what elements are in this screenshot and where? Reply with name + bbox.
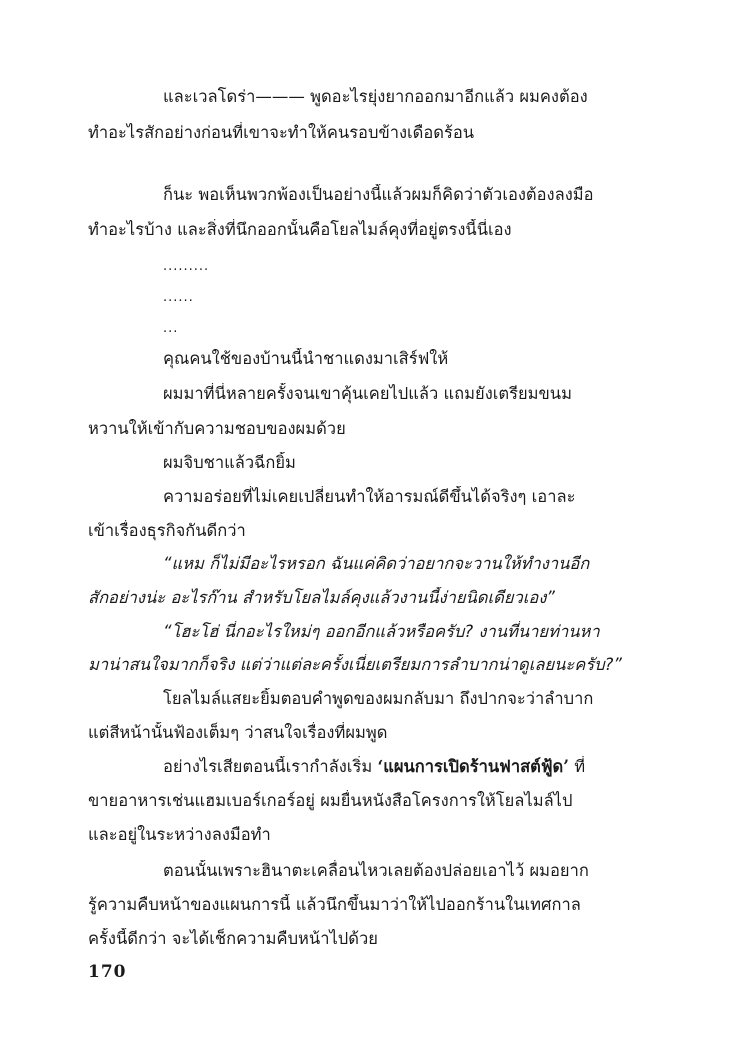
- text-line: ความอร่อยที่ไม่เคยเปลี่ยนทำให้อารมณ์ดีขึ้นได้จริงๆ เอาละ: [163, 487, 576, 506]
- line-text: อย่างไรเสียตอนนี้เรากำลังเริ่ม: [163, 757, 373, 776]
- text-line: หวานให้เข้ากับความชอบของผมด้วย: [88, 419, 346, 438]
- text-line: ขายอาหารเช่นแฮมเบอร์เกอร์อยู่ ผมยื่นหนังสือโครงการให้โยลไมล์ไป: [88, 791, 573, 810]
- dialogue-line: “แหม ก็ไม่มีอะไรหรอก ฉันแค่คิดว่าอยากจะวานให้ทำงานอีก: [163, 554, 590, 573]
- text-line: ทำอะไรสักอย่างก่อนที่เขาจะทำให้คนรอบข้างเดือดร้อน: [88, 123, 475, 142]
- text-line: แต่สีหน้านั้นฟ้องเต็มๆ ว่าสนใจเรื่องที่ผมพูด: [88, 723, 388, 742]
- page-number: 170: [88, 962, 127, 982]
- text-line: เข้าเรื่องธุรกิจกันดีกว่า: [88, 521, 246, 540]
- text-line: คุณคนใช้ของบ้านนี้นำชาแดงมาเสิร์ฟให้: [163, 349, 449, 368]
- ellipsis-line: ......: [163, 290, 194, 305]
- ellipsis-line: ...: [163, 321, 179, 336]
- text-line: รู้ความคืบหน้าของแผนการนี้ แล้วนึกขึ้นมาว่าให้ไปออกร้านในเทศกาล: [88, 895, 581, 914]
- text-line: โยลไมล์แสยะยิ้มตอบคำพูดของผมกลับมา ถึงปากจะว่าลำบาก: [163, 689, 594, 708]
- ellipsis-line: .........: [163, 259, 210, 274]
- text-line: [163, 756, 650, 778]
- dialogue-line: “โฮะโฮ่ นี่กอะไรใหม่ๆ ออกอีกแล้วหรือครับ? งานที่นายท่านหา: [163, 622, 600, 641]
- text-line: ตอนนั้นเพราะฮินาตะเคลื่อนไหวเลยต้องปล่อยเอาไว้ ผมอยาก: [163, 861, 589, 880]
- dialogue-line: มาน่าสนใจมากก็จริง แต่ว่าแต่ละครั้งเนี่ยเตรียมการลำบากน่าดูเลยนะครับ?”: [88, 655, 622, 674]
- text-line: ผมมาที่นี่หลายครั้งจนเขาคุ้นเคยไปแล้ว แถมยังเตรียมขนม: [163, 384, 572, 403]
- plan-title: ‘แผนการเปิดร้านฟาสต์ฟู้ด’: [377, 757, 570, 776]
- text-line: ทำอะไรบ้าง และสิ่งที่นึกออกนั้นคือโยลไมล์คุงที่อยู่ตรงนี้นี่เอง: [88, 220, 512, 239]
- text-line: ครั้งนี้ดีกว่า จะได้เช็กความคืบหน้าไปด้วย: [88, 929, 378, 948]
- text-line: ผมจิบชาแล้วฉีกยิ้ม: [163, 453, 296, 472]
- dialogue-line: สักอย่างน่ะ อะไรก๊าน สำหรับโยลไมล์คุงแล้วงานนี้ง่ายนิดเดียวเอง”: [88, 588, 555, 607]
- text-line: และเวลโดร่า——— พูดอะไรยุ่งยากออกมาอีกแล้ว ผมคงต้อง: [163, 87, 588, 106]
- text-line: ก็นะ พอเห็นพวกพ้องเป็นอย่างนี้แล้วผมก็คิดว่าตัวเองต้องลงมือ: [163, 185, 594, 204]
- text-line: และอยู่ในระหว่างลงมือทำ: [88, 825, 271, 844]
- line-text: ที่: [574, 757, 586, 776]
